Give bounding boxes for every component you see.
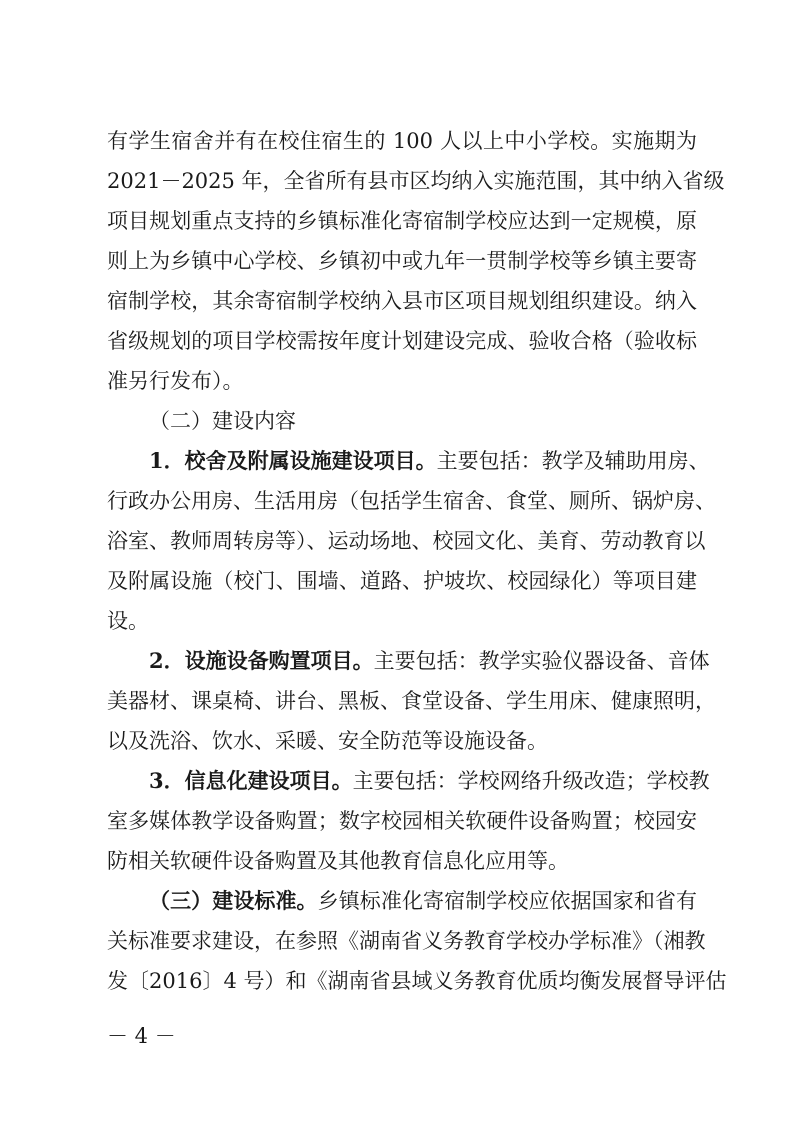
- section-3-first-line: [149, 881, 697, 921]
- item-2-text: 主要包括：教学实验仪器设备、音体: [373, 649, 710, 673]
- paragraph-line: 浴室、教师周转房等）、运动场地、校园文化、美育、劳动教育以: [107, 529, 706, 553]
- item-1-title: 1．校舍及附属设施建设项目。: [149, 448, 437, 473]
- paragraph-line: 2021－2025 年，全省所有县市区均纳入实施范围，其中纳入省级: [107, 169, 725, 193]
- paragraph-line: 行政办公用房、生活用房（包括学生宿舍、食堂、厕所、锅炉房、: [107, 489, 716, 513]
- paragraph-line: 室多媒体教学设备购置；数字校园相关软硬件设备购置；校园安: [107, 809, 697, 833]
- section-3-text: 乡镇标准化寄宿制学校应依据国家和省有: [317, 889, 697, 913]
- paragraph-line: 有学生宿舍并有在校住宿生的 100 人以上中小学校。实施期为: [107, 129, 697, 153]
- paragraph-line: 以及洗浴、饮水、采暖、安全防范等设施设备。: [107, 729, 548, 753]
- paragraph-line: 关标准要求建设，在参照《湖南省义务教育学校办学标准》（湘教: [107, 929, 706, 953]
- paragraph-line: 准另行发布）。: [107, 369, 244, 393]
- item-1-first-line: [149, 441, 710, 481]
- page-number: － 4 －: [107, 1024, 176, 1048]
- paragraph-line: 发〔2016〕4 号）和《湖南省县域义务教育优质均衡发展督导评估: [107, 969, 727, 993]
- paragraph-line: 设。: [107, 609, 149, 633]
- paragraph-line: 则上为乡镇中心学校、乡镇初中或九年一贯制学校等乡镇主要寄: [107, 249, 697, 273]
- item-3-title: 3．信息化建设项目。: [149, 768, 353, 793]
- item-2-title: 2．设施设备购置项目。: [149, 648, 374, 673]
- section-heading: （二）建设内容: [149, 409, 296, 433]
- item-3-text: 主要包括：学校网络升级改造；学校教: [352, 769, 710, 793]
- paragraph-line: 及附属设施（校门、围墙、道路、护坡坎、校园绿化）等项目建: [107, 569, 697, 593]
- paragraph-line: 防相关软硬件设备购置及其他教育信息化应用等。: [107, 849, 569, 873]
- item-2-first-line: [149, 641, 710, 681]
- paragraph-line: 美器材、课桌椅、讲台、黑板、食堂设备、学生用床、健康照明，: [107, 689, 716, 713]
- paragraph-line: 项目规划重点支持的乡镇标准化寄宿制学校应达到一定规模，原: [107, 209, 697, 233]
- paragraph-line: 省级规划的项目学校需按年度计划建设完成、验收合格（验收标: [107, 329, 697, 353]
- section-3-title: （三）建设标准。: [149, 888, 318, 913]
- item-1-text: 主要包括：教学及辅助用房、: [436, 449, 710, 473]
- item-3-first-line: [149, 761, 710, 801]
- paragraph-line: 宿制学校，其余寄宿制学校纳入县市区项目规划组织建设。纳入: [107, 289, 697, 313]
